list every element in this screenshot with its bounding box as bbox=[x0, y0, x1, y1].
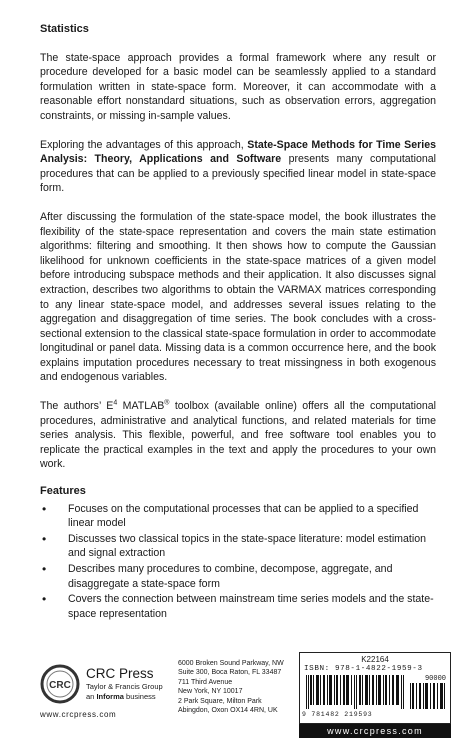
book-code: K22164 bbox=[361, 655, 389, 664]
p2-post: presents many computational procedures that can be applied to a previously specified linear model in state-space form. bbox=[40, 153, 436, 195]
crc-logo-icon bbox=[40, 664, 80, 704]
group-informa: Informa bbox=[96, 691, 124, 701]
p4-a: The authors’ E bbox=[40, 400, 114, 413]
back-cover-text bbox=[40, 22, 436, 622]
group-business: business bbox=[123, 691, 156, 701]
feature-item: • Covers the connection between mainstream time series models and the state-space representation bbox=[40, 592, 436, 621]
address2-line1: 711 Third Avenue bbox=[178, 679, 233, 687]
address3-line2: Abingdon, Oxon OX14 4RN, UK bbox=[178, 706, 278, 714]
feature-item: • Describes many procedures to combine, decompose, aggregate, and disaggregate a state-space form bbox=[40, 562, 436, 591]
p2-pre: Exploring the advantages of this approach, bbox=[40, 138, 248, 151]
publisher-addresses bbox=[178, 660, 288, 718]
features-list bbox=[40, 502, 436, 622]
publisher-website[interactable]: www.crcpress.com bbox=[40, 710, 117, 719]
p4-sup-4: 4 bbox=[113, 399, 118, 407]
address2-line2: New York, NY 10017 bbox=[178, 687, 243, 695]
paragraph-intro: The state-space approach provides a formal framework where any result or procedure developed for a basic model can be seamlessly applied to a standard formulation written in state-space form. Moreover, it can accommodate with a reasonable effort nonstandard situations, such as observation errors, aggregation constraints, or missing in-sample values. bbox=[40, 51, 436, 122]
group-line-2 bbox=[86, 692, 163, 702]
address1-line1: 6000 Broken Sound Parkway, NW bbox=[178, 660, 284, 667]
barcode-website[interactable]: www.crcpress.com bbox=[299, 724, 451, 738]
logo-text: CRC bbox=[49, 680, 71, 691]
features-heading: Features bbox=[40, 485, 86, 498]
address1-line2: Suite 300, Boca Raton, FL 33487 bbox=[178, 668, 282, 676]
group-an: an bbox=[86, 691, 97, 701]
isbn-barcode-icon bbox=[306, 675, 406, 709]
p4-sup-reg: ® bbox=[164, 399, 170, 407]
price-code: 90000 bbox=[424, 675, 446, 683]
publisher-footer bbox=[0, 652, 472, 750]
group-line-1: Taylor & Francis Group bbox=[86, 682, 163, 691]
paragraph-advantages bbox=[40, 138, 436, 196]
section-label: Statistics bbox=[40, 23, 89, 35]
feature-item: • Focuses on the computational processes that can be applied to a specified linear model bbox=[40, 502, 436, 531]
address-boca-raton bbox=[178, 660, 288, 677]
address-new-york bbox=[178, 679, 288, 696]
book-title: State-Space Methods for Time Series Analysis: Theory, Applications and Software bbox=[40, 138, 436, 166]
feature-item: • Discusses two classical topics in the state-space literature: model estimation and signal extraction bbox=[40, 532, 436, 561]
p4-c: toolbox (available online) offers all the computational procedures, administrative and analytical functions, and related materials for time series analysis. This flexible, powerful, and free software tool enables you to replicate the practical examples in the text and apply the procedures to your own work. bbox=[40, 400, 436, 471]
barcode-box bbox=[299, 652, 451, 724]
paragraph-toolbox bbox=[40, 399, 436, 472]
address3-line1: 2 Park Square, Milton Park bbox=[178, 698, 262, 706]
isbn-label: ISBN: 978-1-4822-1959-3 bbox=[304, 665, 423, 673]
price-barcode-icon bbox=[410, 683, 446, 709]
address-uk bbox=[178, 698, 288, 715]
paragraph-contents: After discussing the formulation of the state-space model, the book illustrates the flexibility of the state-space representation and covers the main state estimation algorithms: filtering and smoothing. It then shows how to compute the Gaussian likelihood for unknown coefficients in the state-space matrices of a given model before introducing subspace methods and their application. It also discusses signal extraction, describes two algorithms to obtain the VARMAX matrices corresponding to any linear state-space model, and addresses several issues relating to the aggregation and disaggregation of time series. The book concludes with a cross-sectional extension to the classical state-space formulation in order to accommodate longitudinal or panel data. Missing data is a common occurrence here, and the book explains imputation procedures necessary to treat missingness in both exogenous and endogenous variables. bbox=[40, 210, 436, 384]
ean-number: 9 781482 219593 bbox=[302, 711, 373, 718]
publisher-name: CRC Press bbox=[86, 666, 154, 681]
p4-b: MATLAB bbox=[117, 400, 165, 413]
publisher-group bbox=[86, 682, 163, 701]
